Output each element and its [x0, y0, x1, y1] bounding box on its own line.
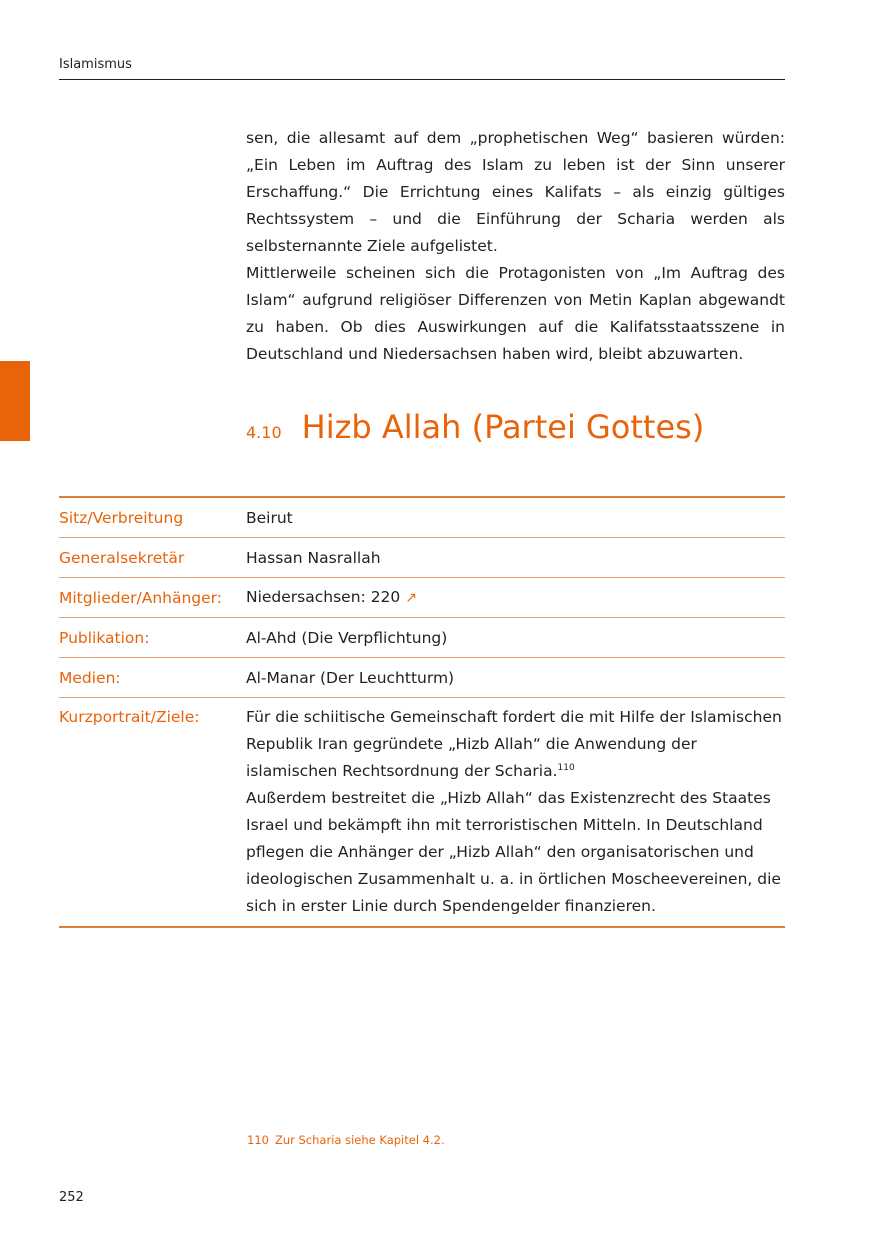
table-row	[59, 658, 785, 698]
footnote	[247, 1133, 445, 1147]
row-value: Hassan Nasrallah	[246, 548, 381, 567]
section-heading	[246, 408, 704, 446]
fact-table	[59, 496, 785, 928]
running-header: Islamismus	[59, 57, 132, 72]
page-number: 252	[59, 1190, 84, 1205]
footnote-text: Zur Scharia siehe Kapitel 4.2.	[274, 1133, 445, 1147]
row-value: Al-Manar (Der Leuchtturm)	[246, 668, 455, 687]
continuation-text	[246, 125, 785, 368]
row-label: Publikation:	[59, 628, 150, 647]
row-label: Medien:	[59, 668, 121, 687]
row-value: Beirut	[246, 508, 293, 527]
row-label: Sitz/Verbreitung	[59, 508, 184, 527]
portrait-paragraph: Für die schiitische Gemeinschaft fordert die mit Hilfe der Islamischen Republik Iran gegründete „Hizb Allah“ die Anwendung der islamischen Rechtsordnung der Scharia.$^{110}$	[246, 708, 782, 780]
section-title: Hizb Allah (Partei Gottes)	[301, 408, 705, 446]
table-row	[59, 698, 785, 926]
row-label: Kurzportrait/Ziele:	[59, 708, 200, 726]
footnote-number: 110	[247, 1133, 269, 1147]
paragraph: Mittlerweile scheinen sich die Protagonisten von „Im Auftrag des Islam“ aufgrund religiöser Differenzen von Metin Kaplan abgewandt zu haben. Ob dies Auswirkungen auf die Kalifatsstaatsszene in Deutschland und Niedersachsen haben wird, bleibt abzuwarten.	[246, 264, 785, 363]
table-row	[59, 538, 785, 578]
row-value	[246, 583, 785, 612]
row-value	[246, 704, 785, 920]
header-rule	[59, 79, 785, 80]
row-label: Generalsekretär	[59, 548, 185, 567]
paragraph: sen, die allesamt auf dem „prophetischen Weg“ basieren würden: „Ein Leben im Auftrag des Islam zu leben ist der Sinn unserer Erschaffung.“ Die Errichtung eines Kalifats – als einzig gültiges Rechtssystem – und die Einführung der Scharia werden als selbsternannte Ziele aufgelistet.	[246, 129, 785, 255]
member-count: Niedersachsen: 220	[246, 588, 401, 606]
portrait-paragraph: Außerdem bestreitet die „Hizb Allah“ das Existenzrecht des Staates Israel und bekämpft ihn mit terroristischen Mitteln. In Deutschland pflegen die Anhänger der „Hizb Allah“ den organisatorischen und ideologischen Zusammenhalt u. a. in örtlichen Moscheevereinen, die sich in erster Linie durch Spendengelder finanzieren.	[246, 789, 781, 915]
table-row	[59, 498, 785, 538]
section-number: 4.10	[246, 423, 282, 442]
table-row	[59, 578, 785, 618]
chapter-tab-marker	[0, 361, 30, 441]
row-value: Al-Ahd (Die Verpflichtung)	[246, 628, 448, 647]
trend-up-arrow-icon: ↗	[405, 590, 417, 606]
row-label: Mitglieder/Anhänger:	[59, 588, 222, 607]
table-row	[59, 618, 785, 658]
footnote-reference[interactable]: 110	[557, 763, 575, 773]
